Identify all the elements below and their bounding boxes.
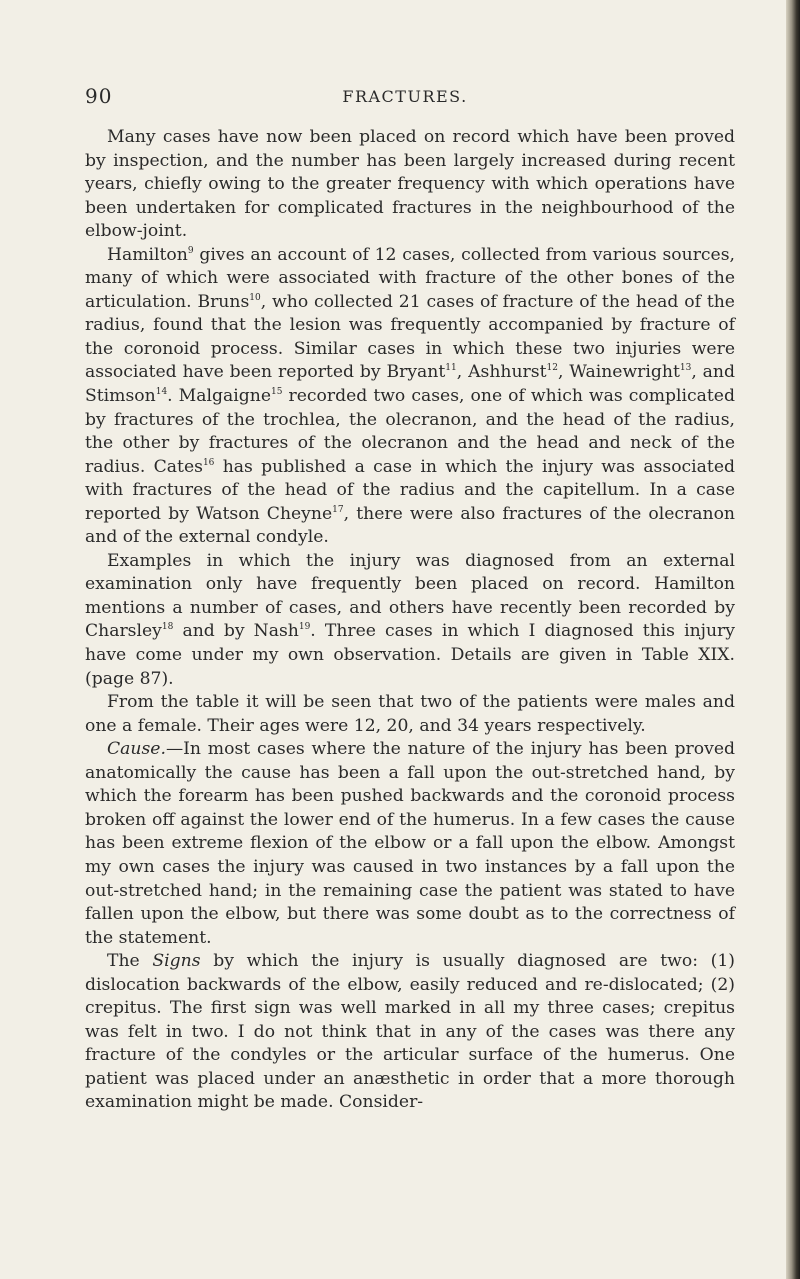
footnote-ref: 13 — [679, 363, 692, 374]
footnote-ref: 18 — [161, 622, 174, 633]
footnote-ref: 10 — [249, 292, 261, 303]
footnote-ref: 17 — [332, 504, 344, 515]
paragraph-3: Examples in which the injury was diagnosed from an external examination only have frequently been placed on record. Hamilton mentions a number of cases, and others have recently been recorded by Charsley$^{18}$ and by Nash$^{19}$. Three cases in which I diagnosed this injury have come under my own observation. Details are given in Table XIX. (page 87). — [85, 550, 735, 689]
footnote-ref: 16 — [202, 457, 215, 468]
footnote-ref: 11 — [445, 363, 457, 374]
footnote-ref: 15 — [271, 387, 283, 398]
footnote-ref: 12 — [546, 363, 558, 374]
paragraph-6: The Signs by which the injury is usually diagnosed are two: (1) dislocation backwards of the elbow, easily reduced and re-dislocated; (2) crepitus. The first sign was well marked in all my three cases; crepitus was felt in two. I do not think that in any of the cases was there any fracture of the condyles or the articular surface of the humerus. One patient was placed under an anæsthetic in order that a more thorough examination might be made. Consider- — [85, 951, 735, 1113]
page-edge-shadow — [786, 0, 800, 1279]
paragraph-5: Cause.—In most cases where the nature of the injury has been proved anatomically the cause has been a fall upon the out-stretched hand, by which the forearm has been pushed backwards and the coronoid process broken off against the lower end of the humerus. In a few cases the cause has been extreme flexion of the elbow or a fall upon the elbow. Amongst my own cases the injury was caused in two instances by a fall upon the out-stretched hand; in the remaining case the patient was stated to have fallen upon the elbow, but there was some doubt as to the correctness of the statement. — [85, 739, 735, 948]
page-number: 90 — [85, 84, 113, 108]
running-title: FRACTURES. — [342, 87, 468, 106]
section-label-signs: Signs — [152, 951, 201, 972]
paragraph-4: From the table it will be seen that two of the patients were males and one a female. Their ages were 12, 20, and 34 years respectively. — [85, 692, 735, 736]
page-header — [85, 84, 725, 114]
paragraph-1: Many cases have now been placed on record which have been proved by inspection, and the number has been largely increased during recent years, chiefly owing to the greater frequency with which operations have been undertaken for complicated fractures in the neighbourhood of the elbow-joint. — [85, 127, 735, 242]
section-label-cause: Cause. — [107, 739, 166, 760]
paragraph-2: Hamilton$^9$ gives an account of 12 cases, collected from various sources, many of which were associated with fracture of the other bones of the articulation. Bruns$^{10}$, who collected 21 cases of fracture of the head of the radius, found that the lesion was frequently accompanied by fracture of the coronoid process. Similar cases in which these two injuries were associated have been reported by Bryant$^{11}$, Ashhurst$^{12}$, Wainewright$^{13}$, and Stimson$^{14}$. Malgaigne$^{15}$ recorded two cases, one of which was complicated by fractures of the trochlea, the olecranon, and the head of the radius, the other by fractures of the olecranon and the head and neck of the radius. Cates$^{16}$ has published a case in which the injury was associated with fractures of the head of the radius and the capitellum. In a case reported by Watson Cheyne$^{17}$, there were also fractures of the olecranon and of the external condyle. — [85, 244, 736, 548]
footnote-ref: 14 — [155, 387, 168, 398]
footnote-ref: 9 — [187, 245, 194, 256]
footnote-ref: 19 — [298, 622, 311, 633]
body-text — [85, 126, 735, 1115]
